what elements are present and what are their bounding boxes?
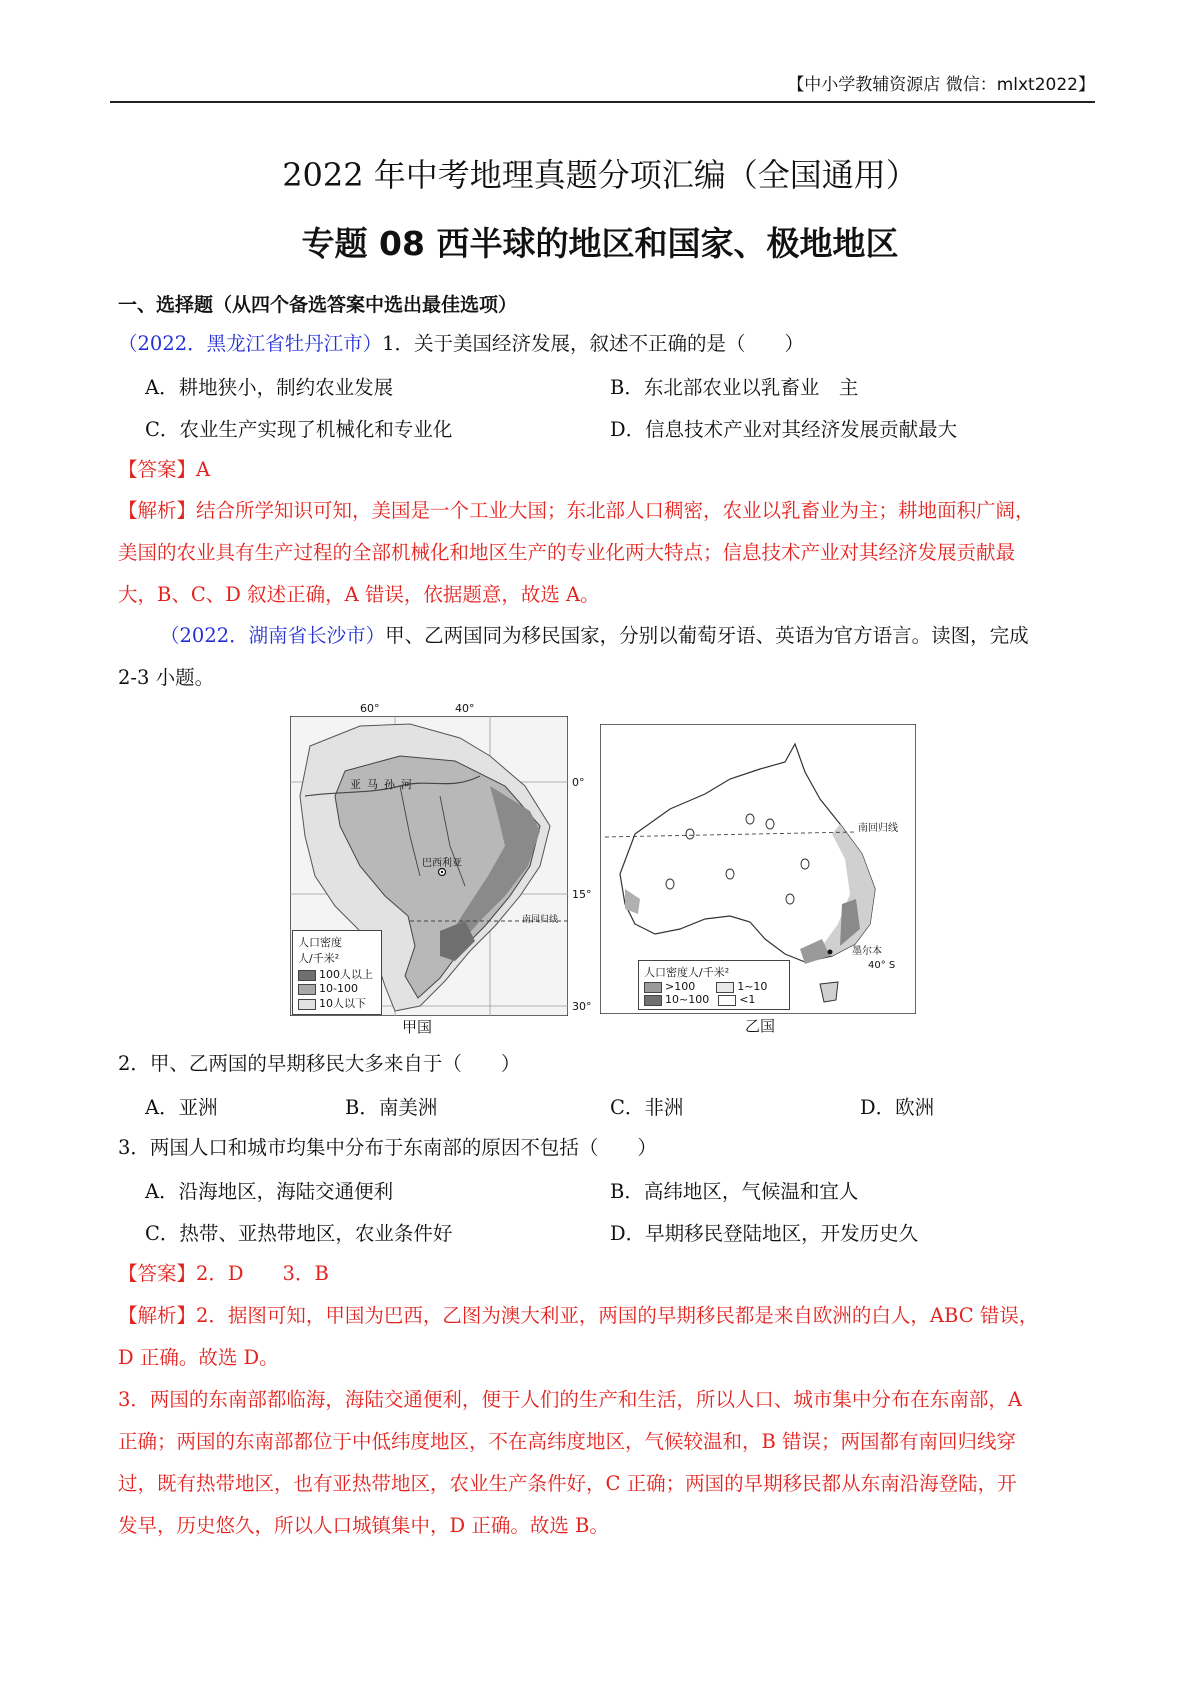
q1-option-a: A．耕地狭小，制约农业发展: [145, 376, 394, 399]
page-subtitle: 专题 08 西半球的地区和国家、极地地区: [301, 224, 899, 263]
legend-swatch: [718, 995, 736, 1006]
section-heading: 一、选择题（从四个备选答案中选出最佳选项）: [118, 294, 518, 316]
legend-item: 10人以下: [319, 997, 366, 1010]
q3-analysis-line: 正确；两国的东南部都位于中低纬度地区，不在高纬度地区，气候较温和，B 错误；两国都有南回归线穿: [118, 1430, 1017, 1453]
legend-title: 人口密度人/千米²: [644, 966, 730, 979]
map-brazil-lon-40: 40°: [455, 702, 475, 715]
q2-analysis-line: D 正确。故选 D。: [118, 1346, 279, 1369]
legend-item: >100: [665, 980, 696, 993]
q1-option-b: B．东北部农业以乳畜业 主: [610, 376, 859, 399]
map-australia: [600, 724, 916, 1035]
map-brazil-river-label: 亚马孙河: [350, 778, 418, 791]
q23-intro-line2: 2-3 小题。: [118, 666, 215, 689]
map-brazil-tropic-label: 南回归线: [522, 915, 559, 925]
q1-answer: [118, 456, 210, 484]
map-australia-lat-label: 40° S: [868, 960, 896, 971]
map-brazil-lat-30: 30°: [572, 1000, 592, 1013]
q3-analysis-line: 发早，历史悠久，所以人口城镇集中，D 正确。故选 B。: [118, 1514, 609, 1537]
q2-option-a: A．亚洲: [145, 1096, 218, 1119]
q23-answer: [118, 1260, 329, 1288]
q1-source: （2022．黑龙江省牡丹江市）: [118, 332, 383, 355]
q3-analysis-line: 3．两国的东南部都临海，海陆交通便利，便于人们的生产和生活，所以人口、城市集中分布在东南部，A: [118, 1388, 1022, 1411]
q1-stem: 1．关于美国经济发展，叙述不正确的是（ ）: [382, 332, 805, 355]
legend-swatch: [644, 982, 662, 993]
q2-option-c: C．非洲: [610, 1096, 684, 1119]
q23-intro: 甲、乙两国同为移民国家，分别以葡萄牙语、英语为官方语言。读图，完成: [385, 624, 1029, 647]
q1-analysis-line: 美国的农业具有生产过程的全部机械化和地区生产的专业化两大特点；信息技术产业对其经济发展贡献最: [118, 541, 1016, 564]
legend-item: 100人以上: [319, 968, 373, 981]
q2-option-d: D．欧洲: [860, 1096, 935, 1119]
q1-answer-label: 【答案】: [118, 458, 197, 481]
header-divider: [110, 101, 1095, 103]
q2-stem: 2．甲、乙两国的早期移民大多来自于（ ）: [118, 1052, 521, 1075]
header-note: 【中小学教辅资源店 微信：mlxt2022】: [787, 75, 1095, 95]
q1-option-c: C．农业生产实现了机械化和专业化: [145, 418, 453, 441]
page-title: 2022 年中考地理真题分项汇编（全国通用）: [282, 156, 918, 194]
q3-option-a: A．沿海地区，海陆交通便利: [145, 1180, 394, 1203]
legend-swatch: [644, 995, 662, 1006]
q2-analysis-line: 2．据图可知，甲国为巴西，乙图为澳大利亚，两国的早期移民都是来自欧洲的白人，ABC 错误，: [196, 1304, 1039, 1327]
q3-option-d: D．早期移民登陆地区，开发历史久: [610, 1222, 919, 1245]
q1-analysis-label: 【解析】: [118, 499, 197, 522]
legend-item: 10~100: [665, 993, 710, 1006]
q3-option-b: B．高纬地区，气候温和宜人: [610, 1180, 859, 1203]
map-brazil: [290, 702, 592, 1036]
q3-analysis-line: 过，既有热带地区，也有亚热带地区，农业生产条件好，C 正确；两国的早期移民都从东南沿海登陆，开: [118, 1472, 1017, 1495]
legend-item: 10-100: [319, 982, 358, 995]
legend-item: <1: [739, 993, 756, 1006]
legend-swatch: [298, 970, 316, 981]
q1-stem-line: [118, 330, 804, 358]
legend-title: 人口密度: [298, 936, 342, 949]
map-australia-caption: 乙国: [745, 1017, 776, 1035]
legend-swatch: [716, 982, 734, 993]
map-brazil-caption: 甲国: [402, 1018, 433, 1036]
q3-option-c: C．热带、亚热带地区，农业条件好: [145, 1222, 453, 1245]
q23-analysis-label: 【解析】: [118, 1304, 197, 1327]
q1-option-d: D．信息技术产业对其经济发展贡献最大: [610, 418, 958, 441]
q1-analysis-line: 大，B、C、D 叙述正确，A 错误，依据题意，故选 A。: [118, 583, 600, 606]
legend-swatch: [298, 999, 316, 1010]
q23-answer-value: 2．D 3．B: [196, 1262, 329, 1285]
legend-unit: 人/千米²: [298, 952, 340, 965]
map-australia-legend: [638, 960, 790, 1010]
map-brazil-lat-0: 0°: [572, 776, 585, 789]
map-brazil-lon-60: 60°: [360, 702, 380, 715]
map-brazil-lat-15: 15°: [572, 888, 592, 901]
map-australia-tropic-label: 南回归线: [858, 823, 898, 834]
q23-intro-line: [160, 622, 1029, 650]
q23-answer-label: 【答案】: [118, 1262, 197, 1285]
legend-swatch: [298, 984, 316, 995]
q23-source: （2022．湖南省长沙市）: [160, 624, 386, 647]
q3-stem: 3．两国人口和城市均集中分布于东南部的原因不包括（ ）: [118, 1136, 657, 1159]
map-brazil-capital-label: 巴西利亚: [422, 858, 462, 869]
map-brazil-legend: [292, 930, 382, 1015]
q2-option-b: B．南美洲: [345, 1096, 438, 1119]
map-australia-city-label: 墨尔本: [852, 946, 882, 957]
q23-analysis: [118, 1302, 1098, 1540]
q1-analysis-line: 结合所学知识可知，美国是一个工业大国；东北部人口稠密，农业以乳畜业为主；耕地面积广阔，: [196, 499, 1035, 522]
q1-answer-value: A: [196, 458, 211, 481]
q1-analysis: [118, 497, 1098, 609]
legend-item: 1~10: [737, 980, 768, 993]
